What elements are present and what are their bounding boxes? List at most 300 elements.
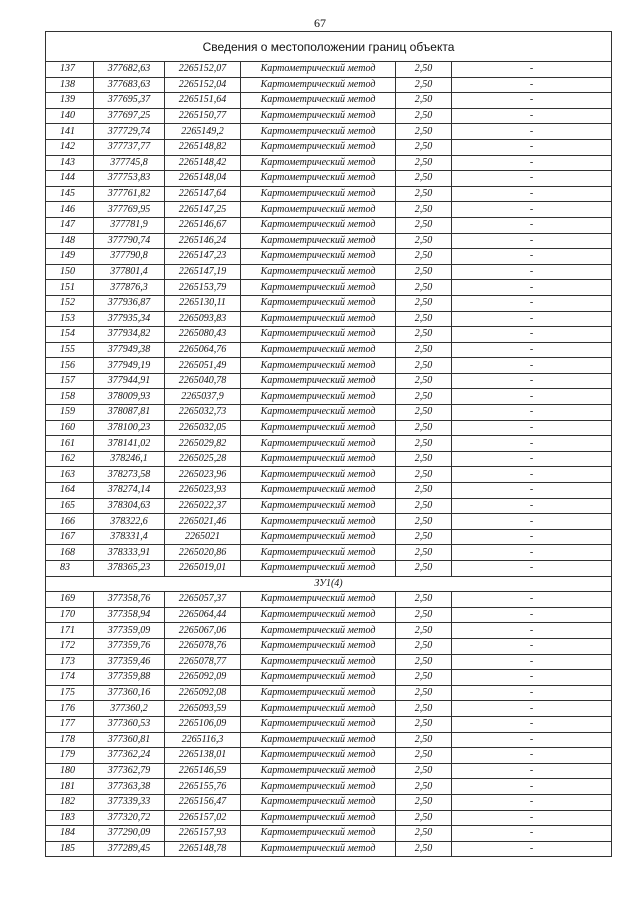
- method-cell: Картометрический метод: [241, 514, 396, 530]
- note-cell: -: [452, 685, 612, 701]
- note-cell: -: [452, 514, 612, 530]
- note-cell: -: [452, 638, 612, 654]
- x-coordinate-cell: 378365,23: [94, 561, 165, 577]
- x-coordinate-cell: 377790,8: [94, 249, 165, 265]
- accuracy-cell: 2,50: [396, 77, 452, 93]
- point-number-cell: 164: [46, 483, 94, 499]
- point-number-cell: 152: [46, 295, 94, 311]
- method-cell: Картометрический метод: [241, 342, 396, 358]
- x-coordinate-cell: 377753,83: [94, 171, 165, 187]
- y-coordinate-cell: 2265023,93: [165, 483, 241, 499]
- y-coordinate-cell: 2265025,28: [165, 451, 241, 467]
- table-row: [46, 826, 612, 842]
- note-cell: -: [452, 186, 612, 202]
- y-coordinate-cell: 2265157,02: [165, 810, 241, 826]
- point-number-cell: 165: [46, 498, 94, 514]
- table-row: [46, 732, 612, 748]
- x-coordinate-cell: 377359,76: [94, 638, 165, 654]
- table-row: [46, 139, 612, 155]
- point-number-cell: 171: [46, 623, 94, 639]
- y-coordinate-cell: 2265147,19: [165, 264, 241, 280]
- table-row: [46, 233, 612, 249]
- y-coordinate-cell: 2265146,59: [165, 763, 241, 779]
- y-coordinate-cell: 2265157,93: [165, 826, 241, 842]
- section-subheading: ЗУ1(4): [46, 576, 612, 592]
- accuracy-cell: 2,50: [396, 139, 452, 155]
- note-cell: -: [452, 654, 612, 670]
- table-row: [46, 607, 612, 623]
- point-number-cell: 146: [46, 202, 94, 218]
- x-coordinate-cell: 377697,25: [94, 108, 165, 124]
- note-cell: -: [452, 405, 612, 421]
- x-coordinate-cell: 377949,19: [94, 358, 165, 374]
- point-number-cell: 179: [46, 748, 94, 764]
- method-cell: Картометрический метод: [241, 826, 396, 842]
- x-coordinate-cell: 377790,74: [94, 233, 165, 249]
- accuracy-cell: 2,50: [396, 810, 452, 826]
- y-coordinate-cell: 2265147,23: [165, 249, 241, 265]
- page-number: 67: [314, 16, 326, 30]
- y-coordinate-cell: 2265148,82: [165, 139, 241, 155]
- point-number-cell: 144: [46, 171, 94, 187]
- x-coordinate-cell: 377949,38: [94, 342, 165, 358]
- point-number-cell: 162: [46, 451, 94, 467]
- point-number-cell: 157: [46, 373, 94, 389]
- method-cell: Картометрический метод: [241, 373, 396, 389]
- x-coordinate-cell: 377359,88: [94, 670, 165, 686]
- table-row: [46, 280, 612, 296]
- x-coordinate-cell: 378141,02: [94, 436, 165, 452]
- note-cell: -: [452, 467, 612, 483]
- table-row: [46, 670, 612, 686]
- accuracy-cell: 2,50: [396, 342, 452, 358]
- table-row: [46, 108, 612, 124]
- note-cell: -: [452, 295, 612, 311]
- method-cell: Картометрический метод: [241, 264, 396, 280]
- accuracy-cell: 2,50: [396, 264, 452, 280]
- y-coordinate-cell: 2265146,67: [165, 217, 241, 233]
- point-number-cell: 169: [46, 592, 94, 608]
- method-cell: Картометрический метод: [241, 280, 396, 296]
- accuracy-cell: 2,50: [396, 841, 452, 857]
- accuracy-cell: 2,50: [396, 467, 452, 483]
- y-coordinate-cell: 2265148,04: [165, 171, 241, 187]
- x-coordinate-cell: 378246,1: [94, 451, 165, 467]
- point-number-cell: 178: [46, 732, 94, 748]
- y-coordinate-cell: 2265130,11: [165, 295, 241, 311]
- note-cell: -: [452, 763, 612, 779]
- method-cell: Картометрический метод: [241, 498, 396, 514]
- point-number-cell: 181: [46, 779, 94, 795]
- table-row: [46, 654, 612, 670]
- method-cell: Картометрический метод: [241, 420, 396, 436]
- point-number-cell: 138: [46, 77, 94, 93]
- method-cell: Картометрический метод: [241, 638, 396, 654]
- method-cell: Картометрический метод: [241, 545, 396, 561]
- accuracy-cell: 2,50: [396, 623, 452, 639]
- point-number-cell: 145: [46, 186, 94, 202]
- method-cell: Картометрический метод: [241, 654, 396, 670]
- accuracy-cell: 2,50: [396, 732, 452, 748]
- note-cell: -: [452, 607, 612, 623]
- table-caption-row: [46, 32, 612, 62]
- accuracy-cell: 2,50: [396, 638, 452, 654]
- point-number-cell: 170: [46, 607, 94, 623]
- note-cell: -: [452, 264, 612, 280]
- method-cell: Картометрический метод: [241, 670, 396, 686]
- point-number-cell: 156: [46, 358, 94, 374]
- table-row: [46, 685, 612, 701]
- x-coordinate-cell: 377737,77: [94, 139, 165, 155]
- x-coordinate-cell: 378009,93: [94, 389, 165, 405]
- x-coordinate-cell: 377360,53: [94, 716, 165, 732]
- note-cell: -: [452, 810, 612, 826]
- table-row: [46, 249, 612, 265]
- method-cell: Картометрический метод: [241, 62, 396, 78]
- method-cell: Картометрический метод: [241, 748, 396, 764]
- table-row: [46, 794, 612, 810]
- note-cell: -: [452, 748, 612, 764]
- x-coordinate-cell: 377363,38: [94, 779, 165, 795]
- accuracy-cell: 2,50: [396, 405, 452, 421]
- accuracy-cell: 2,50: [396, 748, 452, 764]
- point-number-cell: 148: [46, 233, 94, 249]
- accuracy-cell: 2,50: [396, 592, 452, 608]
- note-cell: -: [452, 171, 612, 187]
- note-cell: -: [452, 124, 612, 140]
- point-number-cell: 182: [46, 794, 94, 810]
- point-number-cell: 158: [46, 389, 94, 405]
- accuracy-cell: 2,50: [396, 763, 452, 779]
- y-coordinate-cell: 2265093,59: [165, 701, 241, 717]
- accuracy-cell: 2,50: [396, 186, 452, 202]
- method-cell: Картометрический метод: [241, 327, 396, 343]
- table-row: [46, 623, 612, 639]
- method-cell: Картометрический метод: [241, 155, 396, 171]
- y-coordinate-cell: 2265155,76: [165, 779, 241, 795]
- table-row: [46, 155, 612, 171]
- x-coordinate-cell: 377358,76: [94, 592, 165, 608]
- note-cell: -: [452, 77, 612, 93]
- y-coordinate-cell: 2265019,01: [165, 561, 241, 577]
- note-cell: -: [452, 202, 612, 218]
- table-row: [46, 592, 612, 608]
- note-cell: -: [452, 62, 612, 78]
- accuracy-cell: 2,50: [396, 327, 452, 343]
- x-coordinate-cell: 378333,91: [94, 545, 165, 561]
- point-number-cell: 172: [46, 638, 94, 654]
- x-coordinate-cell: 377729,74: [94, 124, 165, 140]
- y-coordinate-cell: 2265078,76: [165, 638, 241, 654]
- note-cell: -: [452, 155, 612, 171]
- method-cell: Картометрический метод: [241, 607, 396, 623]
- y-coordinate-cell: 2265040,78: [165, 373, 241, 389]
- note-cell: -: [452, 420, 612, 436]
- method-cell: Картометрический метод: [241, 701, 396, 717]
- note-cell: -: [452, 108, 612, 124]
- point-number-cell: 137: [46, 62, 94, 78]
- table-row: [46, 311, 612, 327]
- x-coordinate-cell: 377876,3: [94, 280, 165, 296]
- note-cell: -: [452, 93, 612, 109]
- x-coordinate-cell: 377781,9: [94, 217, 165, 233]
- x-coordinate-cell: 378273,58: [94, 467, 165, 483]
- accuracy-cell: 2,50: [396, 93, 452, 109]
- accuracy-cell: 2,50: [396, 826, 452, 842]
- note-cell: -: [452, 670, 612, 686]
- y-coordinate-cell: 2265138,01: [165, 748, 241, 764]
- point-number-cell: 183: [46, 810, 94, 826]
- y-coordinate-cell: 2265106,09: [165, 716, 241, 732]
- table-row: [46, 763, 612, 779]
- point-number-cell: 166: [46, 514, 94, 530]
- accuracy-cell: 2,50: [396, 295, 452, 311]
- method-cell: Картометрический метод: [241, 124, 396, 140]
- table-row: [46, 483, 612, 499]
- x-coordinate-cell: 377358,94: [94, 607, 165, 623]
- point-number-cell: 153: [46, 311, 94, 327]
- accuracy-cell: 2,50: [396, 217, 452, 233]
- method-cell: Картометрический метод: [241, 358, 396, 374]
- table-row: [46, 498, 612, 514]
- point-number-cell: 159: [46, 405, 94, 421]
- note-cell: -: [452, 592, 612, 608]
- accuracy-cell: 2,50: [396, 436, 452, 452]
- boundary-coordinates-table: [45, 31, 612, 857]
- table-row: [46, 171, 612, 187]
- accuracy-cell: 2,50: [396, 561, 452, 577]
- x-coordinate-cell: 377936,87: [94, 295, 165, 311]
- accuracy-cell: 2,50: [396, 124, 452, 140]
- point-number-cell: 161: [46, 436, 94, 452]
- point-number-cell: 83: [46, 561, 94, 577]
- accuracy-cell: 2,50: [396, 779, 452, 795]
- point-number-cell: 185: [46, 841, 94, 857]
- method-cell: Картометрический метод: [241, 171, 396, 187]
- x-coordinate-cell: 377695,37: [94, 93, 165, 109]
- y-coordinate-cell: 2265093,83: [165, 311, 241, 327]
- table-row: [46, 529, 612, 545]
- note-cell: -: [452, 233, 612, 249]
- table-row: [46, 217, 612, 233]
- y-coordinate-cell: 2265020,86: [165, 545, 241, 561]
- y-coordinate-cell: 2265032,73: [165, 405, 241, 421]
- y-coordinate-cell: 2265064,76: [165, 342, 241, 358]
- table-row: [46, 295, 612, 311]
- method-cell: Картометрический метод: [241, 186, 396, 202]
- point-number-cell: 167: [46, 529, 94, 545]
- note-cell: -: [452, 701, 612, 717]
- table-row: [46, 638, 612, 654]
- y-coordinate-cell: 2265152,04: [165, 77, 241, 93]
- note-cell: -: [452, 841, 612, 857]
- accuracy-cell: 2,50: [396, 483, 452, 499]
- y-coordinate-cell: 2265153,79: [165, 280, 241, 296]
- x-coordinate-cell: 377360,81: [94, 732, 165, 748]
- accuracy-cell: 2,50: [396, 62, 452, 78]
- y-coordinate-cell: 2265032,05: [165, 420, 241, 436]
- method-cell: Картометрический метод: [241, 217, 396, 233]
- y-coordinate-cell: 2265023,96: [165, 467, 241, 483]
- point-number-cell: 143: [46, 155, 94, 171]
- note-cell: -: [452, 389, 612, 405]
- method-cell: Картометрический метод: [241, 841, 396, 857]
- accuracy-cell: 2,50: [396, 451, 452, 467]
- method-cell: Картометрический метод: [241, 716, 396, 732]
- y-coordinate-cell: 2265092,09: [165, 670, 241, 686]
- x-coordinate-cell: 377362,24: [94, 748, 165, 764]
- note-cell: -: [452, 139, 612, 155]
- point-number-cell: 174: [46, 670, 94, 686]
- note-cell: -: [452, 529, 612, 545]
- point-number-cell: 154: [46, 327, 94, 343]
- section-subheading-row: [46, 576, 612, 592]
- y-coordinate-cell: 2265148,42: [165, 155, 241, 171]
- accuracy-cell: 2,50: [396, 794, 452, 810]
- note-cell: -: [452, 358, 612, 374]
- accuracy-cell: 2,50: [396, 701, 452, 717]
- point-number-cell: 184: [46, 826, 94, 842]
- y-coordinate-cell: 2265152,07: [165, 62, 241, 78]
- note-cell: -: [452, 217, 612, 233]
- y-coordinate-cell: 2265080,43: [165, 327, 241, 343]
- accuracy-cell: 2,50: [396, 280, 452, 296]
- method-cell: Картометрический метод: [241, 467, 396, 483]
- accuracy-cell: 2,50: [396, 358, 452, 374]
- note-cell: -: [452, 280, 612, 296]
- accuracy-cell: 2,50: [396, 529, 452, 545]
- table-row: [46, 451, 612, 467]
- method-cell: Картометрический метод: [241, 623, 396, 639]
- note-cell: -: [452, 436, 612, 452]
- accuracy-cell: 2,50: [396, 233, 452, 249]
- x-coordinate-cell: 377801,4: [94, 264, 165, 280]
- x-coordinate-cell: 377683,63: [94, 77, 165, 93]
- point-number-cell: 168: [46, 545, 94, 561]
- accuracy-cell: 2,50: [396, 420, 452, 436]
- y-coordinate-cell: 2265051,49: [165, 358, 241, 374]
- accuracy-cell: 2,50: [396, 498, 452, 514]
- method-cell: Картометрический метод: [241, 311, 396, 327]
- method-cell: Картометрический метод: [241, 794, 396, 810]
- table-row: [46, 779, 612, 795]
- accuracy-cell: 2,50: [396, 171, 452, 187]
- y-coordinate-cell: 2265078,77: [165, 654, 241, 670]
- x-coordinate-cell: 377761,82: [94, 186, 165, 202]
- note-cell: -: [452, 561, 612, 577]
- table-row: [46, 514, 612, 530]
- y-coordinate-cell: 2265148,78: [165, 841, 241, 857]
- table-row: [46, 389, 612, 405]
- accuracy-cell: 2,50: [396, 311, 452, 327]
- note-cell: -: [452, 623, 612, 639]
- note-cell: -: [452, 545, 612, 561]
- point-number-cell: 155: [46, 342, 94, 358]
- table-row: [46, 436, 612, 452]
- point-number-cell: 140: [46, 108, 94, 124]
- y-coordinate-cell: 2265021,46: [165, 514, 241, 530]
- y-coordinate-cell: 2265029,82: [165, 436, 241, 452]
- note-cell: -: [452, 732, 612, 748]
- table-row: [46, 373, 612, 389]
- table-caption: Сведения о местоположении границ объекта: [46, 32, 612, 62]
- x-coordinate-cell: 377682,63: [94, 62, 165, 78]
- y-coordinate-cell: 2265064,44: [165, 607, 241, 623]
- x-coordinate-cell: 378322,6: [94, 514, 165, 530]
- x-coordinate-cell: 377360,2: [94, 701, 165, 717]
- method-cell: Картометрический метод: [241, 295, 396, 311]
- y-coordinate-cell: 2265149,2: [165, 124, 241, 140]
- method-cell: Картометрический метод: [241, 529, 396, 545]
- method-cell: Картометрический метод: [241, 233, 396, 249]
- point-number-cell: 141: [46, 124, 94, 140]
- method-cell: Картометрический метод: [241, 483, 396, 499]
- note-cell: -: [452, 716, 612, 732]
- table-row: [46, 93, 612, 109]
- method-cell: Картометрический метод: [241, 139, 396, 155]
- method-cell: Картометрический метод: [241, 202, 396, 218]
- table-row: [46, 561, 612, 577]
- y-coordinate-cell: 2265092,08: [165, 685, 241, 701]
- point-number-cell: 149: [46, 249, 94, 265]
- table-row: [46, 701, 612, 717]
- table-row: [46, 420, 612, 436]
- accuracy-cell: 2,50: [396, 373, 452, 389]
- point-number-cell: 142: [46, 139, 94, 155]
- note-cell: -: [452, 311, 612, 327]
- x-coordinate-cell: 377359,09: [94, 623, 165, 639]
- x-coordinate-cell: 378087,81: [94, 405, 165, 421]
- method-cell: Картометрический метод: [241, 77, 396, 93]
- y-coordinate-cell: 2265067,06: [165, 623, 241, 639]
- x-coordinate-cell: 377320,72: [94, 810, 165, 826]
- table-row: [46, 342, 612, 358]
- x-coordinate-cell: 378331,4: [94, 529, 165, 545]
- accuracy-cell: 2,50: [396, 389, 452, 405]
- note-cell: -: [452, 327, 612, 343]
- y-coordinate-cell: 2265156,47: [165, 794, 241, 810]
- y-coordinate-cell: 2265021: [165, 529, 241, 545]
- y-coordinate-cell: 2265057,37: [165, 592, 241, 608]
- point-number-cell: 150: [46, 264, 94, 280]
- method-cell: Картометрический метод: [241, 685, 396, 701]
- x-coordinate-cell: 378274,14: [94, 483, 165, 499]
- table-row: [46, 62, 612, 78]
- accuracy-cell: 2,50: [396, 202, 452, 218]
- point-number-cell: 177: [46, 716, 94, 732]
- x-coordinate-cell: 377339,33: [94, 794, 165, 810]
- method-cell: Картометрический метод: [241, 436, 396, 452]
- point-number-cell: 151: [46, 280, 94, 296]
- accuracy-cell: 2,50: [396, 155, 452, 171]
- y-coordinate-cell: 2265116,3: [165, 732, 241, 748]
- accuracy-cell: 2,50: [396, 654, 452, 670]
- note-cell: -: [452, 451, 612, 467]
- x-coordinate-cell: 377745,8: [94, 155, 165, 171]
- method-cell: Картометрический метод: [241, 732, 396, 748]
- y-coordinate-cell: 2265147,64: [165, 186, 241, 202]
- table-row: [46, 545, 612, 561]
- point-number-cell: 175: [46, 685, 94, 701]
- note-cell: -: [452, 342, 612, 358]
- method-cell: Картометрический метод: [241, 561, 396, 577]
- y-coordinate-cell: 2265037,9: [165, 389, 241, 405]
- x-coordinate-cell: 377360,16: [94, 685, 165, 701]
- table-row: [46, 264, 612, 280]
- note-cell: -: [452, 483, 612, 499]
- note-cell: -: [452, 373, 612, 389]
- accuracy-cell: 2,50: [396, 249, 452, 265]
